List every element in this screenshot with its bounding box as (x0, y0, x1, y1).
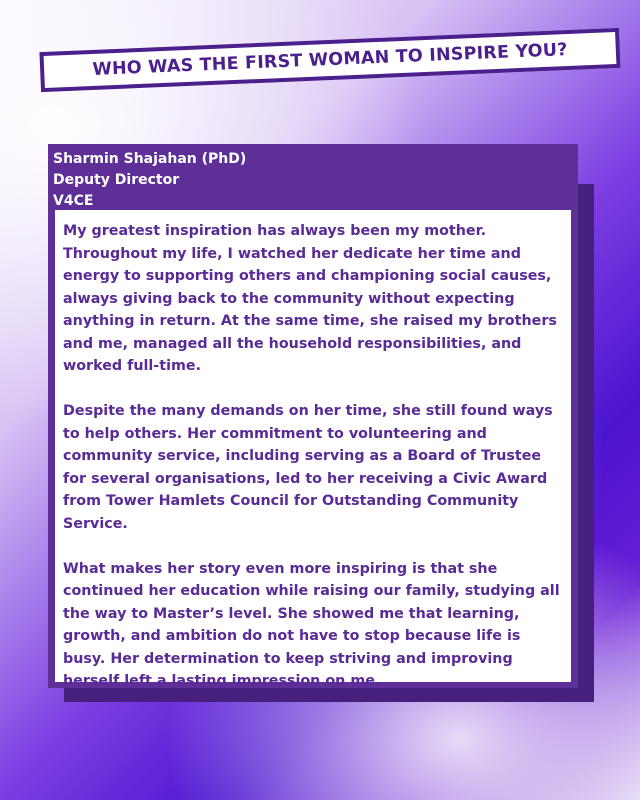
story-paragraph: Despite the many demands on her time, she still found ways to help others. Her commitment to volunteering and community service, including serving as a Board of Trustee for several organisations, led to her receiving a Civic Award from Tower Hamlets Council for Outstanding Community Service. (63, 403, 553, 532)
profile-organisation: V4CE (53, 193, 94, 209)
profile-name: Sharmin Shajahan (PhD) (53, 151, 247, 167)
story-body (55, 210, 571, 689)
quote-card (48, 144, 578, 688)
title-banner (39, 28, 620, 92)
page-title: WHO WAS THE FIRST WOMAN TO INSPIRE YOU? (92, 40, 568, 80)
story-paragraph: What makes her story even more inspiring is that she continued her education while raising our family, studying all the way to Master’s level. She showed me that learning, growth, and ambition do not have to stop because life is busy. Her determination to keep striving and improving herself left a lasting impression on me. (63, 560, 560, 689)
profile-header (53, 149, 353, 212)
profile-role: Deputy Director (53, 172, 180, 188)
story-paragraph: My greatest inspiration has always been my mother. Throughout my life, I watched her dedicate her time and energy to supporting others and championing social causes, always giving back to the community without expecting anything in return. At the same time, she raised my brothers and me, managed all the household responsibilities, and worked full-time. (63, 223, 557, 374)
